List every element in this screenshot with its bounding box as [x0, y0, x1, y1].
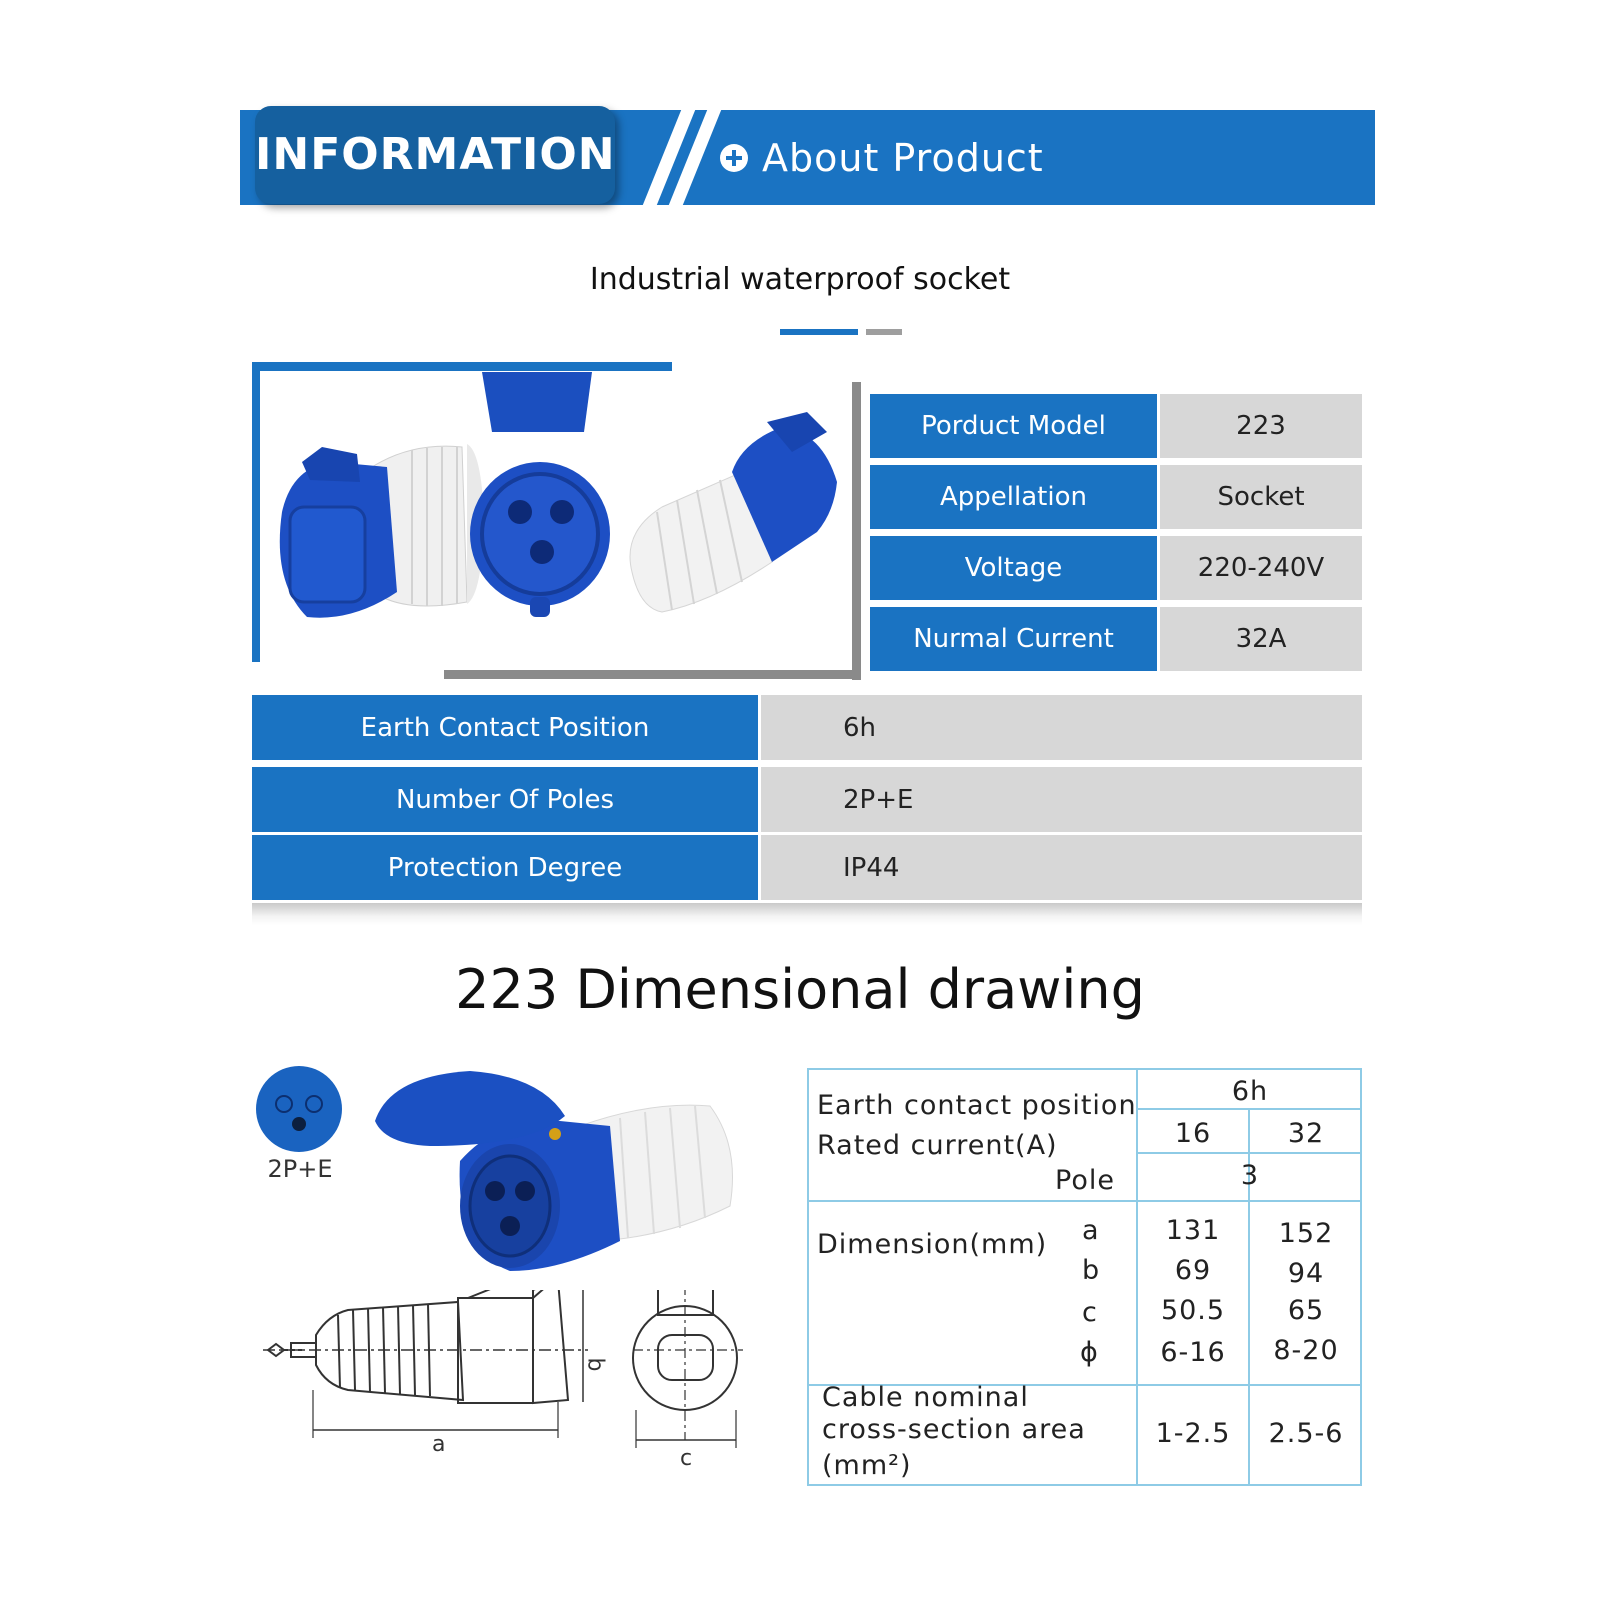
pole-label: Pole: [1055, 1165, 1115, 1196]
spec-label: Nurmal Current: [870, 607, 1157, 671]
rated-current-32: 32: [1287, 1118, 1325, 1149]
table-divider: [1136, 1152, 1362, 1154]
dimension-key: a: [1082, 1215, 1100, 1246]
dimension-a-label: a: [432, 1432, 446, 1457]
dimension-key: b: [1082, 1255, 1101, 1286]
table-shadow: [252, 903, 1362, 925]
spec-label: Appellation: [870, 465, 1157, 529]
dimension-value-32: 8-20: [1273, 1335, 1339, 1366]
page-subtitle: Industrial waterproof socket: [589, 262, 1011, 297]
table-divider: [807, 1200, 1362, 1202]
about-product-label: About Product: [762, 135, 1044, 180]
pole-value: 3: [1240, 1160, 1260, 1191]
socket-side-right-image: [630, 412, 837, 612]
subtitle-underline: [780, 329, 858, 335]
photo-frame-top: [252, 362, 672, 371]
dimension-value-16: 69: [1174, 1255, 1212, 1286]
pole-diagram-label: 2P+E: [267, 1155, 333, 1183]
dimension-value-32: 65: [1287, 1295, 1325, 1326]
spec-label: Earth Contact Position: [252, 695, 758, 760]
spec-value: IP44: [761, 835, 1362, 900]
dimension-value-16: 50.5: [1160, 1295, 1226, 1326]
cable-value-32: 2.5-6: [1268, 1418, 1344, 1449]
earth-contact-label: Earth contact position: [817, 1090, 1137, 1121]
spec-value: Socket: [1160, 465, 1362, 529]
spec-label: Voltage: [870, 536, 1157, 600]
spec-label: Number Of Poles: [252, 767, 758, 832]
spec-value: 6h: [761, 695, 1362, 760]
socket-3d-image: [370, 1066, 750, 1286]
table-divider: [1136, 1108, 1362, 1110]
pole-diagram: [256, 1066, 342, 1152]
cable-label-line2: cross-section area: [822, 1414, 1086, 1445]
dimension-value-32: 94: [1287, 1258, 1325, 1289]
photo-frame-bottom: [444, 670, 861, 679]
spec-label: Protection Degree: [252, 835, 758, 900]
spec-value: 32A: [1160, 607, 1362, 671]
dimensional-drawing-title: 223 Dimensional drawing: [455, 958, 1145, 1021]
pole-pins-icon: [256, 1066, 342, 1152]
socket-side-left-image: [280, 444, 484, 618]
subtitle-underline-accent: [866, 329, 902, 335]
photo-frame-left: [252, 362, 260, 662]
plus-circle-icon: [720, 144, 748, 172]
dimension-value-32: 152: [1278, 1218, 1334, 1249]
spec-value: 220-240V: [1160, 536, 1362, 600]
dimension-label: Dimension(mm): [817, 1229, 1048, 1260]
dimension-key: ϕ: [1080, 1337, 1099, 1368]
earth-contact-value: 6h: [1231, 1076, 1269, 1107]
socket-front-image: [470, 372, 610, 617]
spec-value: 2P+E: [761, 767, 1362, 832]
spec-value: 223: [1160, 394, 1362, 458]
dimension-c-label: c: [680, 1446, 693, 1471]
rated-current-16: 16: [1174, 1118, 1212, 1149]
cable-label-line1: Cable nominal: [822, 1382, 1029, 1413]
cable-value-16: 1-2.5: [1155, 1418, 1231, 1449]
cable-label-line3: (mm²): [822, 1450, 912, 1481]
product-photo: [262, 372, 852, 670]
rated-current-label: Rated current(A): [817, 1130, 1058, 1161]
dimension-value-16: 6-16: [1160, 1337, 1226, 1368]
photo-frame-right: [852, 382, 861, 680]
information-badge-label: INFORMATION: [255, 129, 616, 180]
spec-label: Porduct Model: [870, 394, 1157, 458]
dimension-b-label: b: [582, 1357, 608, 1372]
about-product-link[interactable]: [720, 110, 1044, 205]
dimension-key: c: [1082, 1297, 1098, 1328]
dimension-value-16: 131: [1165, 1215, 1221, 1246]
